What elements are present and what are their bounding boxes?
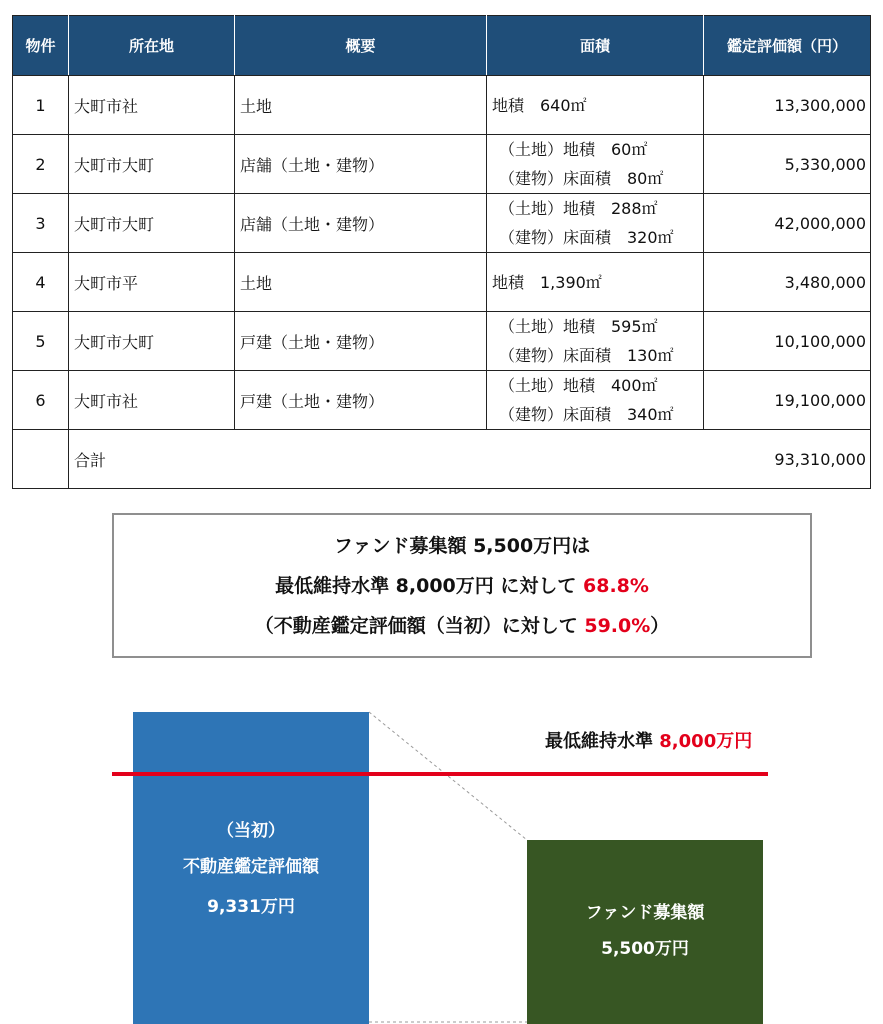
cell-summary: 店舗（土地・建物） <box>235 194 487 253</box>
fund-bar-line-1: ファンド募集額 <box>585 903 705 923</box>
cell-location: 大町市大町 <box>69 312 235 371</box>
header-location: 所在地 <box>69 16 235 76</box>
cell-value: 3,480,000 <box>704 253 871 312</box>
cell-location: 大町市大町 <box>69 135 235 194</box>
min-level-line <box>112 772 768 776</box>
cell-no: 2 <box>13 135 69 194</box>
summary-line-3-close: ） <box>650 615 670 637</box>
area-line: 地積 1,390㎡ <box>492 272 602 292</box>
cell-no: 4 <box>13 253 69 312</box>
total-value: 93,310,000 <box>704 430 871 489</box>
area-line-land: （土地）地積 288㎡ <box>499 199 658 218</box>
header-appraisal-value: 鑑定評価額（円） <box>704 16 871 76</box>
fund-bar-value: 5,500万円 <box>601 939 689 959</box>
ratio-min-level: 68.8% <box>583 575 649 597</box>
min-level-text: 最低維持水準 <box>545 731 660 752</box>
header-summary: 概要 <box>235 16 487 76</box>
connector-top <box>369 712 527 840</box>
cell-summary: 土地 <box>235 76 487 135</box>
area-line-land: （土地）地積 60㎡ <box>499 140 648 159</box>
cell-value: 19,100,000 <box>704 371 871 430</box>
cell-no: 3 <box>13 194 69 253</box>
total-label: 合計 <box>69 430 704 489</box>
header-property-no: 物件 <box>13 16 69 76</box>
cell-summary: 土地 <box>235 253 487 312</box>
cell-no: 5 <box>13 312 69 371</box>
appraisal-bar-value: 9,331万円 <box>207 897 295 917</box>
ratio-appraisal: 59.0% <box>584 615 651 637</box>
cell-no: 1 <box>13 76 69 135</box>
cell-summary: 戸建（土地・建物） <box>235 371 487 430</box>
summary-line-3-text: （不動産鑑定評価額（当初）に対して <box>254 615 585 637</box>
cell-no: 6 <box>13 371 69 430</box>
min-level-value: 8,000万円 <box>659 731 753 752</box>
area-line-building: （建物）床面積 320㎡ <box>499 228 674 247</box>
cell-summary: 店舗（土地・建物） <box>235 135 487 194</box>
area-line-land: （土地）地積 400㎡ <box>499 376 658 395</box>
cell-location: 大町市社 <box>69 371 235 430</box>
fund-amount-bar <box>527 840 763 1024</box>
area-line-land: （土地）地積 595㎡ <box>499 317 658 336</box>
area-line: 地積 640㎡ <box>492 95 587 115</box>
cell-location: 大町市大町 <box>69 194 235 253</box>
appraisal-value-bar <box>133 712 369 1024</box>
summary-line-2-text: 最低維持水準 8,000万円 に対して <box>275 575 584 597</box>
summary-line-1: ファンド募集額 5,500万円は <box>333 535 591 557</box>
cell-summary: 戸建（土地・建物） <box>235 312 487 371</box>
min-level-label <box>545 730 752 754</box>
cell-value: 5,330,000 <box>704 135 871 194</box>
appraisal-bar-line-2: 不動産鑑定評価額 <box>183 857 319 877</box>
header-area: 面積 <box>487 16 704 76</box>
cell-value: 13,300,000 <box>704 76 871 135</box>
area-line-building: （建物）床面積 130㎡ <box>499 346 674 365</box>
cell-location: 大町市平 <box>69 253 235 312</box>
appraisal-bar-line-1: （当初） <box>217 821 285 841</box>
cell-value: 42,000,000 <box>704 194 871 253</box>
cell-value: 10,100,000 <box>704 312 871 371</box>
area-line-building: （建物）床面積 340㎡ <box>499 405 674 424</box>
cell-location: 大町市社 <box>69 76 235 135</box>
area-line-building: （建物）床面積 80㎡ <box>499 169 664 188</box>
